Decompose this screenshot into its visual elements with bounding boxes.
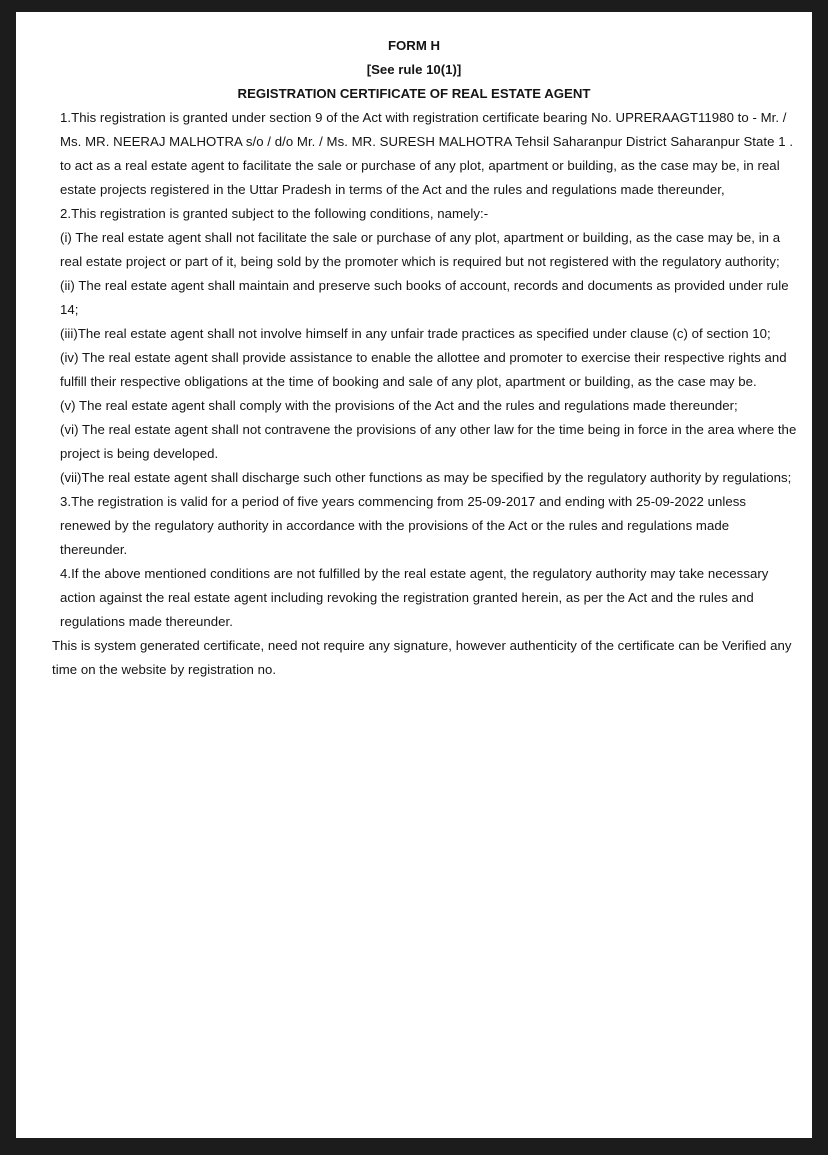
system-generated-note: This is system generated certificate, need not require any signature, however authenticity of the certificate can be Verified any time on the website by registration no. xyxy=(52,638,792,677)
certificate-body xyxy=(16,106,812,634)
condition-iv: (iv) The real estate agent shall provide assistance to enable the allottee and promoter to exercise their respective rights and fulfill their respective obligations at the time of booking and sale of any plot, apartment or building, as the case may be. xyxy=(60,350,787,389)
certificate-heading: REGISTRATION CERTIFICATE OF REAL ESTATE AGENT xyxy=(237,86,591,101)
paragraph-3-validity: 3.The registration is valid for a period of five years commencing from 25-09-2017 and ending with 25-09-2022 unless renewed by the regulatory authority in accordance with the provisions of the Act or the rules and regulations made thereunder. xyxy=(60,494,747,557)
condition-i: (i) The real estate agent shall not facilitate the sale or purchase of any plot, apartment or building, as the case may be, in a real estate project or part of it, being sold by the promoter which is required but not registered with the regulatory authority; xyxy=(60,230,781,269)
paragraph-4-revocation: 4.If the above mentioned conditions are not fulfilled by the real estate agent, the regulatory authority may take necessary action against the real estate agent including revoking the registration granted herein, as per the Act and the rules and regulations made thereunder. xyxy=(60,566,769,629)
paragraph-1-grant: 1.This registration is granted under section 9 of the Act with registration certificate bearing No. UPRERAAGT11980 to - Mr. / Ms. MR. NEERAJ MALHOTRA s/o / d/o Mr. / Ms. MR. SURESH MALHOTRA Tehsil Saharanpur District Saharanpur State 1 . to act as a real estate agent to facilitate the sale or purchase of any plot, apartment or building, as the case may be, in real estate projects registered in the Uttar Pradesh in terms of the Act and the rules and regulations made thereunder, xyxy=(60,110,794,197)
condition-vii: (vii)The real estate agent shall discharge such other functions as may be specified by the regulatory authority by regulations; xyxy=(60,470,792,485)
condition-ii: (ii) The real estate agent shall maintain and preserve such books of account, records and documents as provided under rule 14; xyxy=(60,278,789,317)
condition-iii: (iii)The real estate agent shall not involve himself in any unfair trade practices as specified under clause (c) of section 10; xyxy=(60,326,771,341)
paragraph-2-conditions-intro: 2.This registration is granted subject to the following conditions, namely:- xyxy=(60,206,489,221)
condition-vi: (vi) The real estate agent shall not contravene the provisions of any other law for the time being in force in the area where the project is being developed. xyxy=(60,422,797,461)
form-title: FORM H xyxy=(387,38,440,53)
rule-reference: [See rule 10(1)] xyxy=(366,62,462,77)
certificate-page xyxy=(16,12,812,1138)
condition-v: (v) The real estate agent shall comply with the provisions of the Act and the rules and regulations made thereunder; xyxy=(60,398,738,413)
